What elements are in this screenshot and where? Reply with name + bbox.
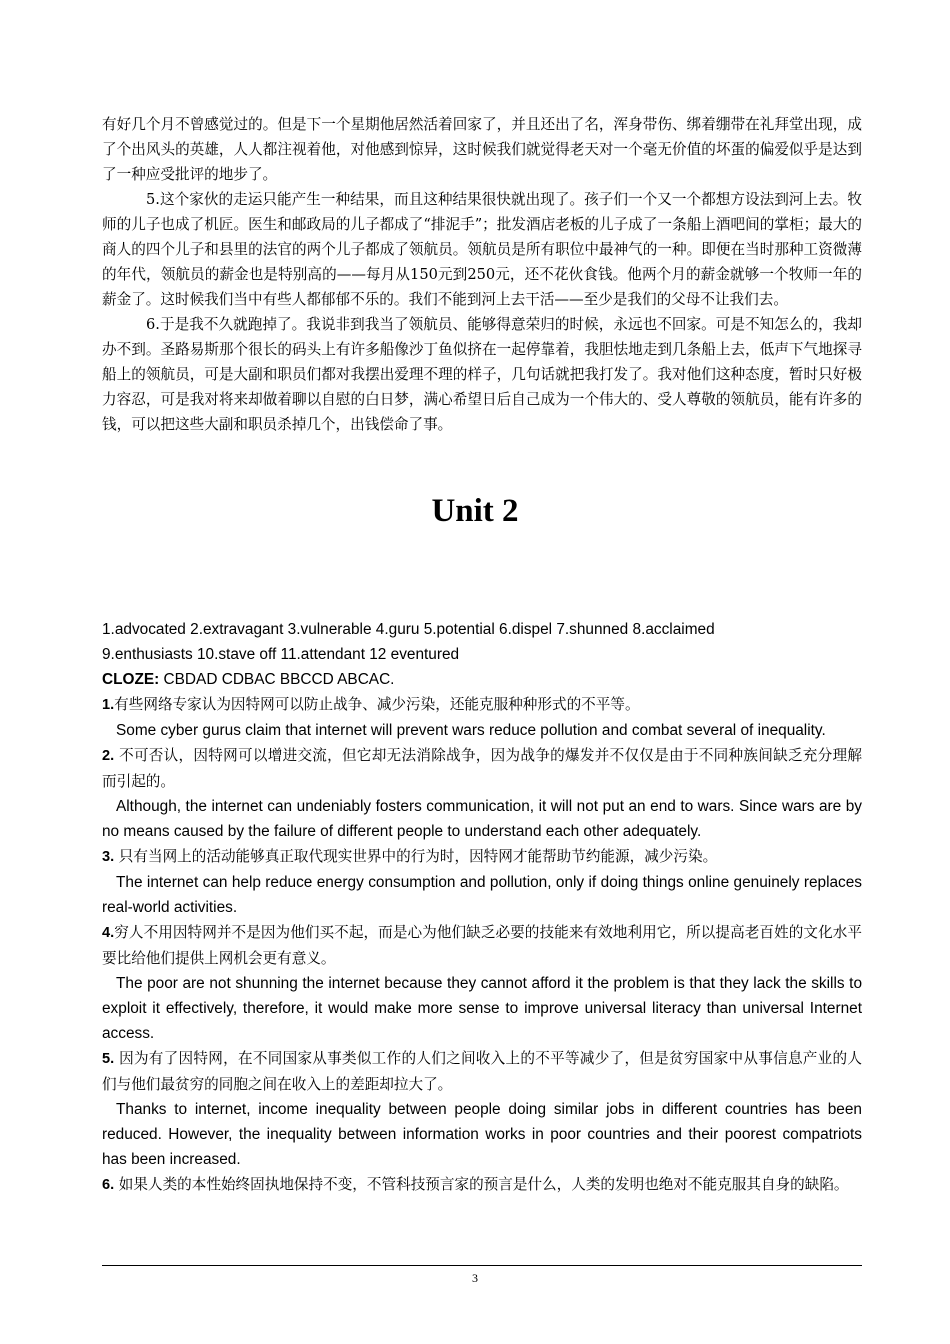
translation-english: Thanks to internet, income inequality between people doing similar jobs in different countries has been reduced. However, the inequality between information works in poor countries and their poorest compatriots has been increased. (102, 1101, 862, 1168)
translation-chinese: 3. 只有当网上的活动能够真正取代现实世界中的行为时，因特网才能帮助节约能源，减少污染。 (102, 848, 718, 865)
translation-english: Some cyber gurus claim that internet will prevent wars reduce pollution and combat several of inequality. (116, 722, 826, 739)
translation-number: 2. (102, 748, 115, 764)
translation-chinese: 4.穷人不用因特网并不是因为他们买不起，而是心为他们缺乏必要的技能来有效地利用它，所以提高老百姓的文化水平要比给他们提供上网机会更有意义。 (102, 924, 862, 967)
vocab-answers-line-2: 9.enthusiasts 10.stave off 11.attendant 12 eventured (102, 646, 460, 663)
cloze-label: CLOZE: (102, 671, 160, 688)
translation-english: The internet can help reduce energy consumption and pollution, only if doing things online genuinely replaces real-world activities. (102, 874, 862, 916)
paragraph-6: 6.于是我不久就跑掉了。我说非到我当了领航员、能够得意荣归的时候，永远也不回家。可是不知怎么的，我却办不到。圣路易斯那个很长的码头上有许多船像沙丁鱼似挤在一起停靠着，我胆怯地走到几条船上去，低声下气地探寻船上的领航员，可是大副和职员们都对我摆出爱理不理的样子，几句话就把我打发了。我对他们这种态度，暂时只好极力容忍，可是我对将来却做着聊以自慰的白日梦，满心希望日后自己成为一个伟大的、受人尊敬的领航员，能有许多的钱，可以把这些大副和职员杀掉几个，出钱偿命了事。 (102, 316, 862, 433)
translation-chinese: 2. 不可否认，因特网可以增进交流，但它却无法消除战争，因为战争的爆发并不仅仅是由于不同种族间缺乏充分理解而引起的。 (102, 747, 862, 790)
chinese-translation-continued (102, 112, 862, 437)
translation-item (102, 1172, 862, 1198)
translation-item (102, 692, 862, 743)
translation-item (102, 1046, 862, 1172)
translation-item (102, 920, 862, 1046)
translation-item (102, 844, 862, 920)
translation-number: 3. (102, 849, 115, 865)
cloze-answers (102, 667, 862, 692)
paragraph-5: 5.这个家伙的走运只能产生一种结果，而且这种结果很快就出现了。孩子们一个又一个都想方设法到河上去。牧师的儿子也成了机匠。医生和邮政局的儿子都成了“排泥手”；批发酒店老板的儿子成了一条船上酒吧间的掌柜；最大的商人的四个儿子和县里的法官的两个儿子都成了领航员。领航员是所有职位中最神气的一种。即便在当时那种工资微薄的年代，领航员的薪金也是特别高的——每月从150元到250元，还不花伙食钱。他两个月的薪金就够一个牧师一年的薪金了。这时候我们当中有些人都郁郁不乐的。我们不能到河上去干活——至少是我们的父母不让我们去。 (102, 191, 862, 308)
footer-rule (102, 1265, 862, 1266)
unit-title: Unit 2 (431, 493, 519, 529)
cloze-answer-text: CBDAD CDBAC BBCCD ABCAC. (159, 671, 395, 688)
translation-chinese: 6. 如果人类的本性始终固执地保持不变，不管科技预言家的预言是什么，人类的发明也绝对不能克服其自身的缺陷。 (102, 1176, 849, 1193)
answers-section (102, 617, 862, 1198)
translation-english: The poor are not shunning the internet because they cannot afford it the problem is that they lack the skills to exploit it effectively, therefore, it would make more sense to improve universal literacy than universal Internet access. (102, 975, 862, 1042)
vocab-answers-line-1: 1.advocated 2.extravagant 3.vulnerable 4.guru 5.potential 6.dispel 7.shunned 8.acclaimed (102, 621, 715, 638)
page-number: 3 (472, 1271, 478, 1285)
paragraph-continued: 有好几个月不曾感觉过的。但是下一个星期他居然活着回家了，并且还出了名，浑身带伤、绑着绷带在礼拜堂出现，成了个出风头的英雄，人人都注视着他，对他感到惊异，这时候我们就觉得老天对一个毫无价值的坏蛋的偏爱似乎是达到了一种应受批评的地步了。 (102, 116, 862, 183)
translation-chinese: 5. 因为有了因特网，在不同国家从事类似工作的人们之间收入上的不平等减少了，但是贫穷国家中从事信息产业的人们与他们最贫穷的同胞之间在收入上的差距却拉大了。 (102, 1050, 862, 1093)
translation-item (102, 743, 862, 844)
translation-number: 1. (102, 697, 115, 713)
translation-number: 4. (102, 925, 115, 941)
translation-number: 6. (102, 1177, 115, 1193)
translation-chinese: 1.有些网络专家认为因特网可以防止战争、减少污染，还能克服种种形式的不平等。 (102, 696, 640, 713)
translation-english: Although, the internet can undeniably fosters communication, it will not put an end to wars. Since wars are by no means caused by the failure of different people to understand each other adequately. (102, 798, 862, 840)
translation-number: 5. (102, 1051, 115, 1067)
